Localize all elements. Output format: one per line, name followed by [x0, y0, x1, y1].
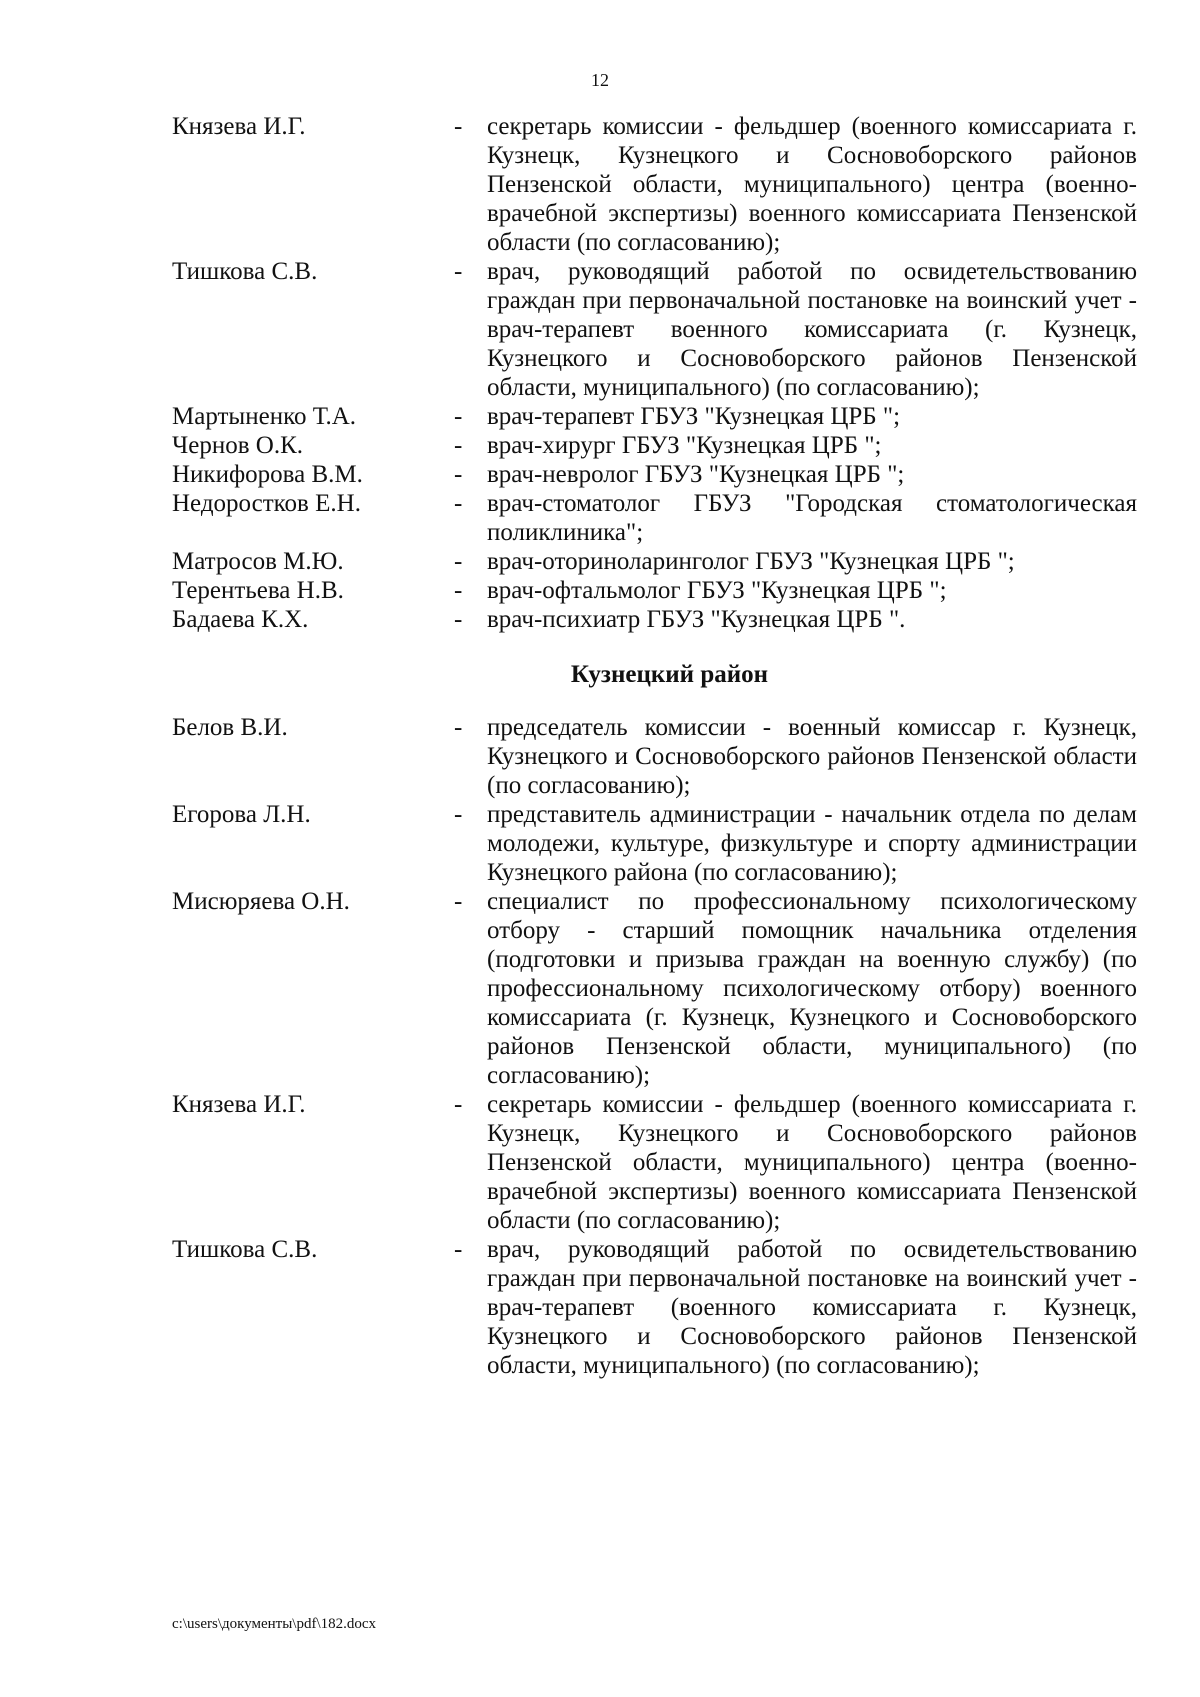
member-name: Белов В.И. [172, 714, 288, 741]
member-role: врач, руководящий работой по освидетельствованию граждан при первоначальной постановке на воинский учет - врач-терапевт (военного комиссариата г. Кузнецк, Кузнецкого и Сосновоборского районов Пензенской области, муниципального) (по согласованию); [487, 1236, 1137, 1379]
entry-dash: - [454, 1091, 463, 1118]
member-name: Тишкова С.В. [172, 1236, 318, 1263]
member-name: Бадаева К.Х. [172, 606, 309, 633]
member-role: врач-хирург ГБУЗ "Кузнецкая ЦРБ "; [487, 432, 882, 459]
member-name: Матросов М.Ю. [172, 548, 344, 575]
member-name: Тишкова С.В. [172, 258, 318, 285]
member-role: врач-офтальмолог ГБУЗ "Кузнецкая ЦРБ "; [487, 577, 947, 604]
section-heading: Кузнецкий район [570, 661, 769, 688]
member-role: секретарь комиссии - фельдшер (военного комиссариата г. Кузнецк, Кузнецкого и Сосновоборского районов Пензенской области, муниципального) центра (военно-врачебной экспертизы) военного комиссариата Пензенской области (по согласованию); [487, 113, 1137, 256]
member-name: Никифорова В.М. [172, 461, 363, 488]
entry-dash: - [454, 461, 463, 488]
document-body [172, 112, 1137, 1380]
member-list-group-2 [172, 713, 1137, 1380]
page-number: 12 [591, 70, 609, 90]
footer-file-path: c:\users\документы\pdf\182.docx [172, 1616, 377, 1632]
member-entry [172, 1235, 1137, 1380]
member-name: Мартыненко Т.А. [172, 403, 357, 430]
member-entry [172, 547, 1137, 576]
entry-dash: - [454, 801, 463, 828]
entry-dash: - [454, 714, 463, 741]
entry-dash: - [454, 403, 463, 430]
member-entry [172, 887, 1137, 1090]
entry-dash: - [454, 577, 463, 604]
member-role: секретарь комиссии - фельдшер (военного комиссариата г. Кузнецк, Кузнецкого и Сосновоборского районов Пензенской области, муниципального) центра (военно-врачебной экспертизы) военного комиссариата Пензенской области (по согласованию); [487, 1091, 1137, 1234]
member-name: Егорова Л.Н. [172, 801, 311, 828]
member-name: Терентьева Н.В. [172, 577, 344, 604]
member-entry [172, 402, 1137, 431]
member-name: Недоростков Е.Н. [172, 490, 361, 517]
member-entry [172, 800, 1137, 887]
entry-dash: - [454, 606, 463, 633]
member-role: врач-стоматолог ГБУЗ "Городская стоматологическая поликлиника"; [487, 490, 1137, 546]
member-name: Мисюряева О.Н. [172, 888, 350, 915]
member-entry [172, 576, 1137, 605]
entry-dash: - [454, 1236, 463, 1263]
member-entry [172, 713, 1137, 800]
member-entry [172, 1090, 1137, 1235]
entry-dash: - [454, 490, 463, 517]
member-role: врач-оториноларинголог ГБУЗ "Кузнецкая ЦРБ "; [487, 548, 1015, 575]
member-entry [172, 460, 1137, 489]
member-name: Князева И.Г. [172, 113, 306, 140]
member-role: специалист по профессиональному психологическому отбору - старший помощник начальника отделения (подготовки и призыва граждан на военную службу) (по профессиональному психологическому отбору) военного комиссариата (г. Кузнецк, Кузнецкого и Сосновоборского районов Пензенской области, муниципального) (по согласованию); [487, 888, 1137, 1089]
member-role: председатель комиссии - военный комиссар г. Кузнецк, Кузнецкого и Сосновоборского районов Пензенской области (по согласованию); [487, 714, 1137, 799]
member-name: Князева И.Г. [172, 1091, 306, 1118]
member-entry [172, 257, 1137, 402]
member-entry [172, 605, 1137, 634]
member-role: врач-невролог ГБУЗ "Кузнецкая ЦРБ "; [487, 461, 905, 488]
member-entry [172, 431, 1137, 460]
member-role: врач-терапевт ГБУЗ "Кузнецкая ЦРБ "; [487, 403, 901, 430]
member-entry [172, 489, 1137, 547]
member-entry [172, 112, 1137, 257]
member-role: врач-психиатр ГБУЗ "Кузнецкая ЦРБ ". [487, 606, 906, 633]
member-role: врач, руководящий работой по освидетельствованию граждан при первоначальной постановке на воинский учет - врач-терапевт военного комиссариата (г. Кузнецк, Кузнецкого и Сосновоборского районов Пензенской области, муниципального) (по согласованию); [487, 258, 1137, 401]
member-name: Чернов О.К. [172, 432, 304, 459]
entry-dash: - [454, 113, 463, 140]
member-list-group-1 [172, 112, 1137, 634]
entry-dash: - [454, 888, 463, 915]
entry-dash: - [454, 258, 463, 285]
entry-dash: - [454, 548, 463, 575]
member-role: представитель администрации - начальник отдела по делам молодежи, культуре, физкультуре и спорту администрации Кузнецкого района (по согласованию); [487, 801, 1137, 886]
entry-dash: - [454, 432, 463, 459]
